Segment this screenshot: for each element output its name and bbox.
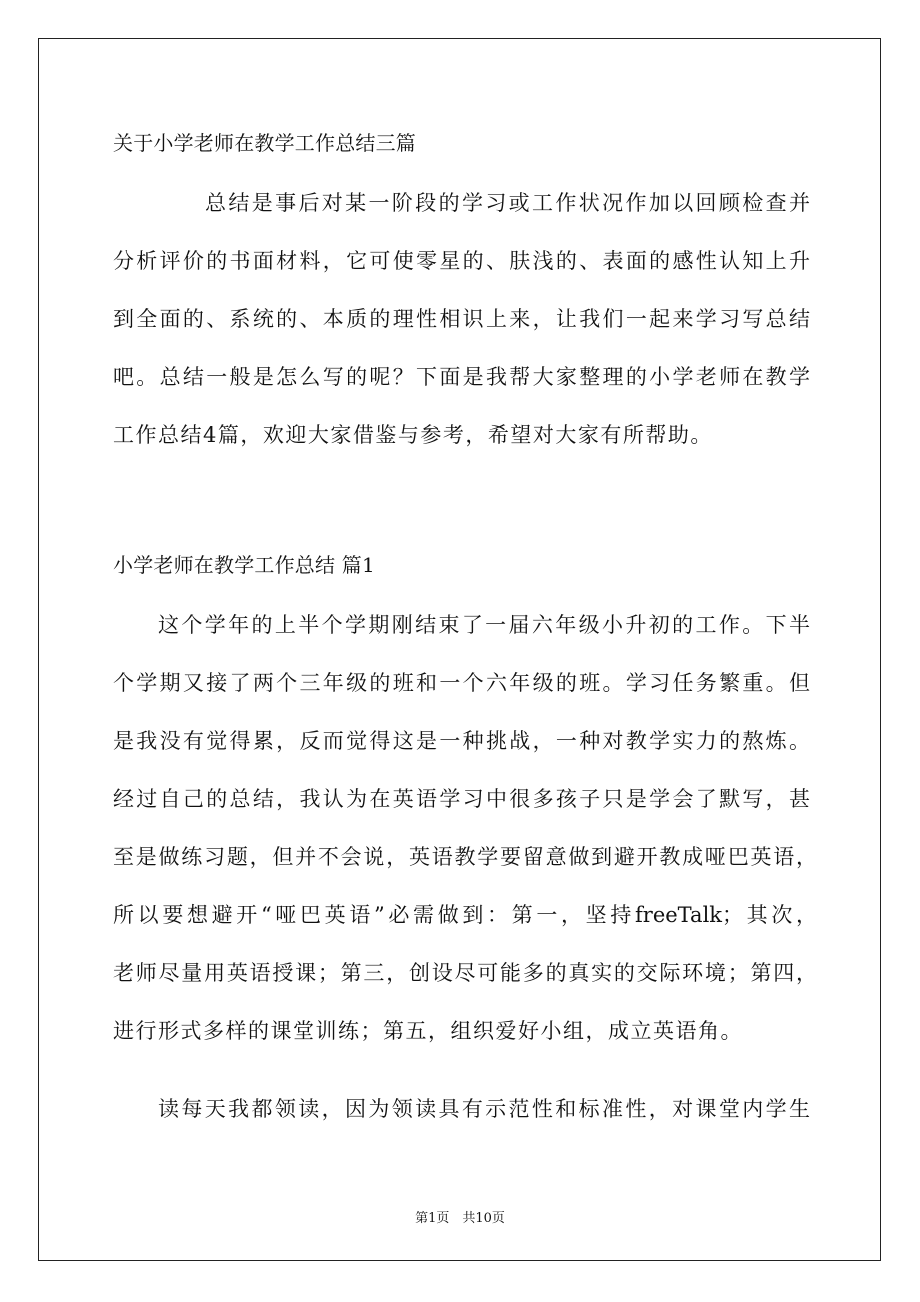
paragraph-line: 这个学年的上半个学期刚结束了一届六年级小升初的工作。下半 — [158, 613, 810, 637]
intro-line: 吧。总结一般是怎么写的呢？下面是我帮大家整理的小学老师在教学 — [113, 365, 810, 389]
paragraph-line: 所以要想避开“哑巴英语”必需做到：第一，坚持freeTalk；其次， — [113, 903, 817, 927]
paragraph-line: 读每天我都领读，因为领读具有示范性和标准性，对课堂内学生 — [158, 1097, 810, 1121]
paragraph-line: 个学期又接了两个三年级的班和一个六年级的班。学习任务繁重。但 — [113, 671, 810, 695]
intro-line: 总结是事后对某一阶段的学习或工作状况作加以回顾检查并 — [205, 191, 810, 215]
paragraph-line: 进行形式多样的课堂训练；第五，组织爱好小组，成立英语角。 — [113, 1019, 743, 1043]
intro-line: 分析评价的书面材料，它可使零星的、肤浅的、表面的感性认知上升 — [113, 249, 810, 273]
paragraph-line: 是我没有觉得累，反而觉得这是一种挑战，一种对教学实力的熬炼。 — [113, 729, 810, 753]
page-number: 第1页 共10页 — [415, 1211, 505, 1226]
paragraph-line: 老师尽量用英语授课；第三，创设尽可能多的真实的交际环境；第四， — [113, 961, 817, 985]
intro-line: 工作总结4篇，欢迎大家借鉴与参考，希望对大家有所帮助。 — [113, 423, 713, 447]
document-title: 关于小学老师在教学工作总结三篇 — [113, 131, 416, 155]
paragraph-line: 经过自己的总结，我认为在英语学习中很多孩子只是学会了默写，甚 — [113, 787, 810, 811]
paragraph-line: 至是做练习题，但并不会说，英语教学要留意做到避开教成哑巴英语， — [113, 845, 817, 869]
intro-line: 到全面的、系统的、本质的理性相识上来，让我们一起来学习写总结 — [113, 307, 810, 331]
section-heading: 小学老师在教学工作总结 篇1 — [113, 553, 375, 577]
page-border — [38, 38, 881, 1261]
